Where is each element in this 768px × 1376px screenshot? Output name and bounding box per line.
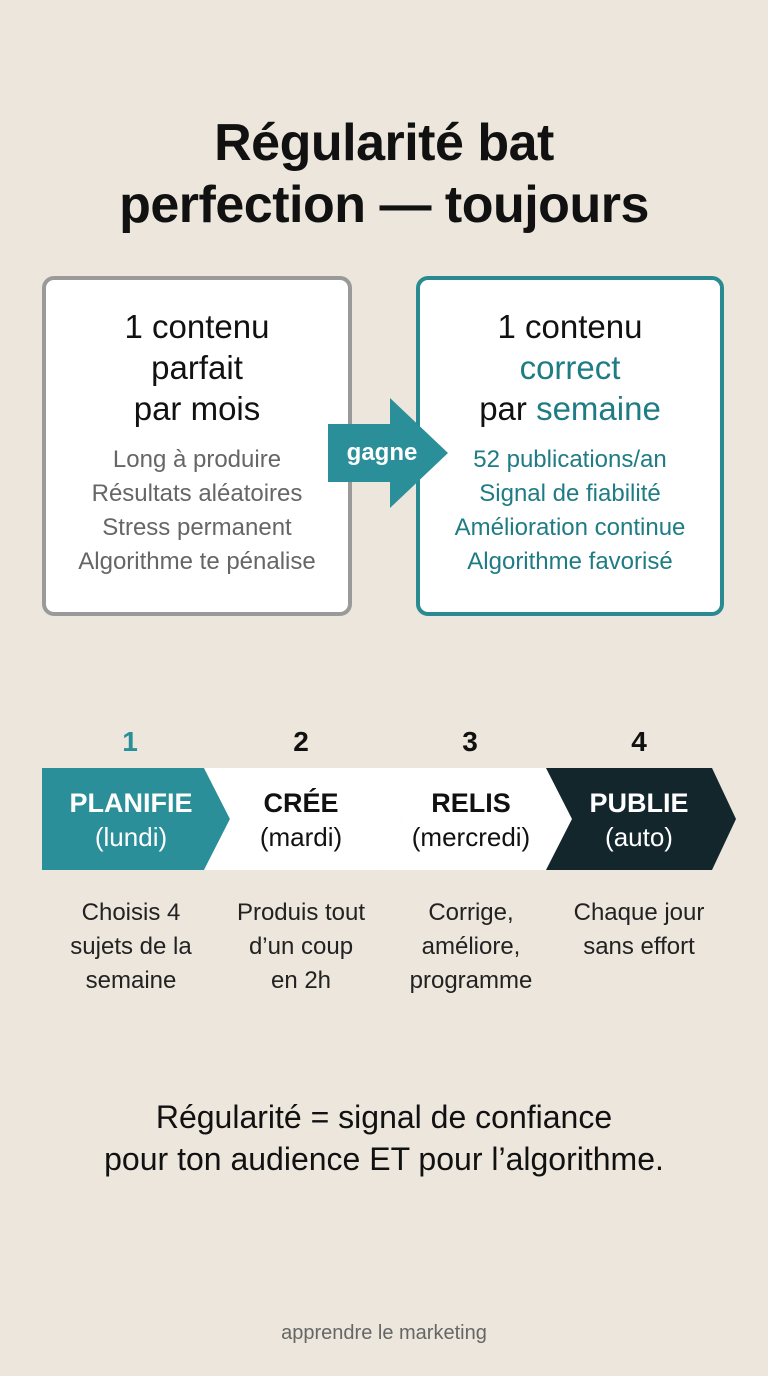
weekly-card-heading (420, 306, 720, 429)
step-desc-line: programme (409, 967, 533, 994)
step-title: RELIS (431, 788, 511, 818)
monthly-head-line: 1 contenu (124, 308, 270, 345)
monthly-head-line: par mois (133, 390, 261, 427)
step-description-publie (554, 896, 724, 964)
weekly-head-line: 1 contenu (497, 308, 643, 345)
list-item: 52 publications/an (473, 446, 667, 473)
list-item: Signal de fiabilité (479, 480, 661, 507)
step-number: 3 (462, 726, 478, 757)
list-item: Résultats aléatoires (91, 480, 303, 507)
page-title (0, 112, 768, 236)
list-item: Stress permanent (102, 514, 292, 541)
step-desc-line: sujets de la (70, 933, 192, 960)
step-description-planifie (46, 896, 216, 998)
credit-text: apprendre le marketing (281, 1322, 487, 1344)
list-item: Algorithme te pénalise (78, 548, 316, 575)
step-description-cree (216, 896, 386, 998)
step-desc-line: Produis tout (236, 899, 366, 926)
conclusion-text (0, 1096, 768, 1180)
step-number: 1 (122, 726, 138, 757)
monthly-drawbacks-list (46, 443, 348, 579)
step-label-relis (386, 786, 556, 854)
step-number: 4 (631, 726, 647, 757)
weekly-head-line (420, 388, 720, 429)
monthly-head-line: parfait (151, 349, 243, 386)
weekly-benefits-list (420, 443, 720, 579)
step-number: 2 (293, 726, 309, 757)
monthly-card-heading (46, 306, 348, 429)
conclusion-line: pour ton audience ET pour l’algorithme. (104, 1141, 664, 1177)
step-day: (lundi) (94, 822, 168, 852)
step-desc-line: semaine (85, 967, 177, 994)
step-desc-line: améliore, (421, 933, 521, 960)
step-desc-line: d’un coup (248, 933, 354, 960)
step-description-relis (386, 896, 556, 998)
list-item: Amélioration continue (454, 514, 686, 541)
step-title: PUBLIE (589, 788, 689, 818)
weekly-head-prefix: par (479, 390, 537, 427)
list-item: Algorithme favorisé (467, 548, 673, 575)
step-label-publie (554, 786, 724, 854)
monthly-perfect-card (42, 276, 352, 616)
list-item: Long à produire (112, 446, 282, 473)
step-label-cree (216, 786, 386, 854)
step-day: (auto) (605, 822, 673, 852)
weekly-head-highlight: correct (519, 349, 621, 386)
step-day: (mercredi) (411, 822, 531, 852)
step-day: (mardi) (259, 822, 343, 852)
step-desc-line: en 2h (270, 967, 332, 994)
title-line-1: Régularité bat (214, 114, 554, 172)
step-desc-line: Corrige, (428, 899, 514, 926)
weekly-correct-card (416, 276, 724, 616)
weekly-head-highlight: semaine (536, 390, 661, 427)
step-desc-line: sans effort (583, 933, 695, 960)
step-label-planifie (46, 786, 216, 854)
step-title: CRÉE (263, 788, 339, 818)
step-title: PLANIFIE (69, 788, 193, 818)
connector-label: gagne (346, 439, 418, 466)
step-desc-line: Chaque jour (573, 899, 705, 926)
title-line-2: perfection — toujours (119, 176, 649, 234)
step-desc-line: Choisis 4 (81, 899, 181, 926)
conclusion-line: Régularité = signal de confiance (155, 1099, 613, 1135)
